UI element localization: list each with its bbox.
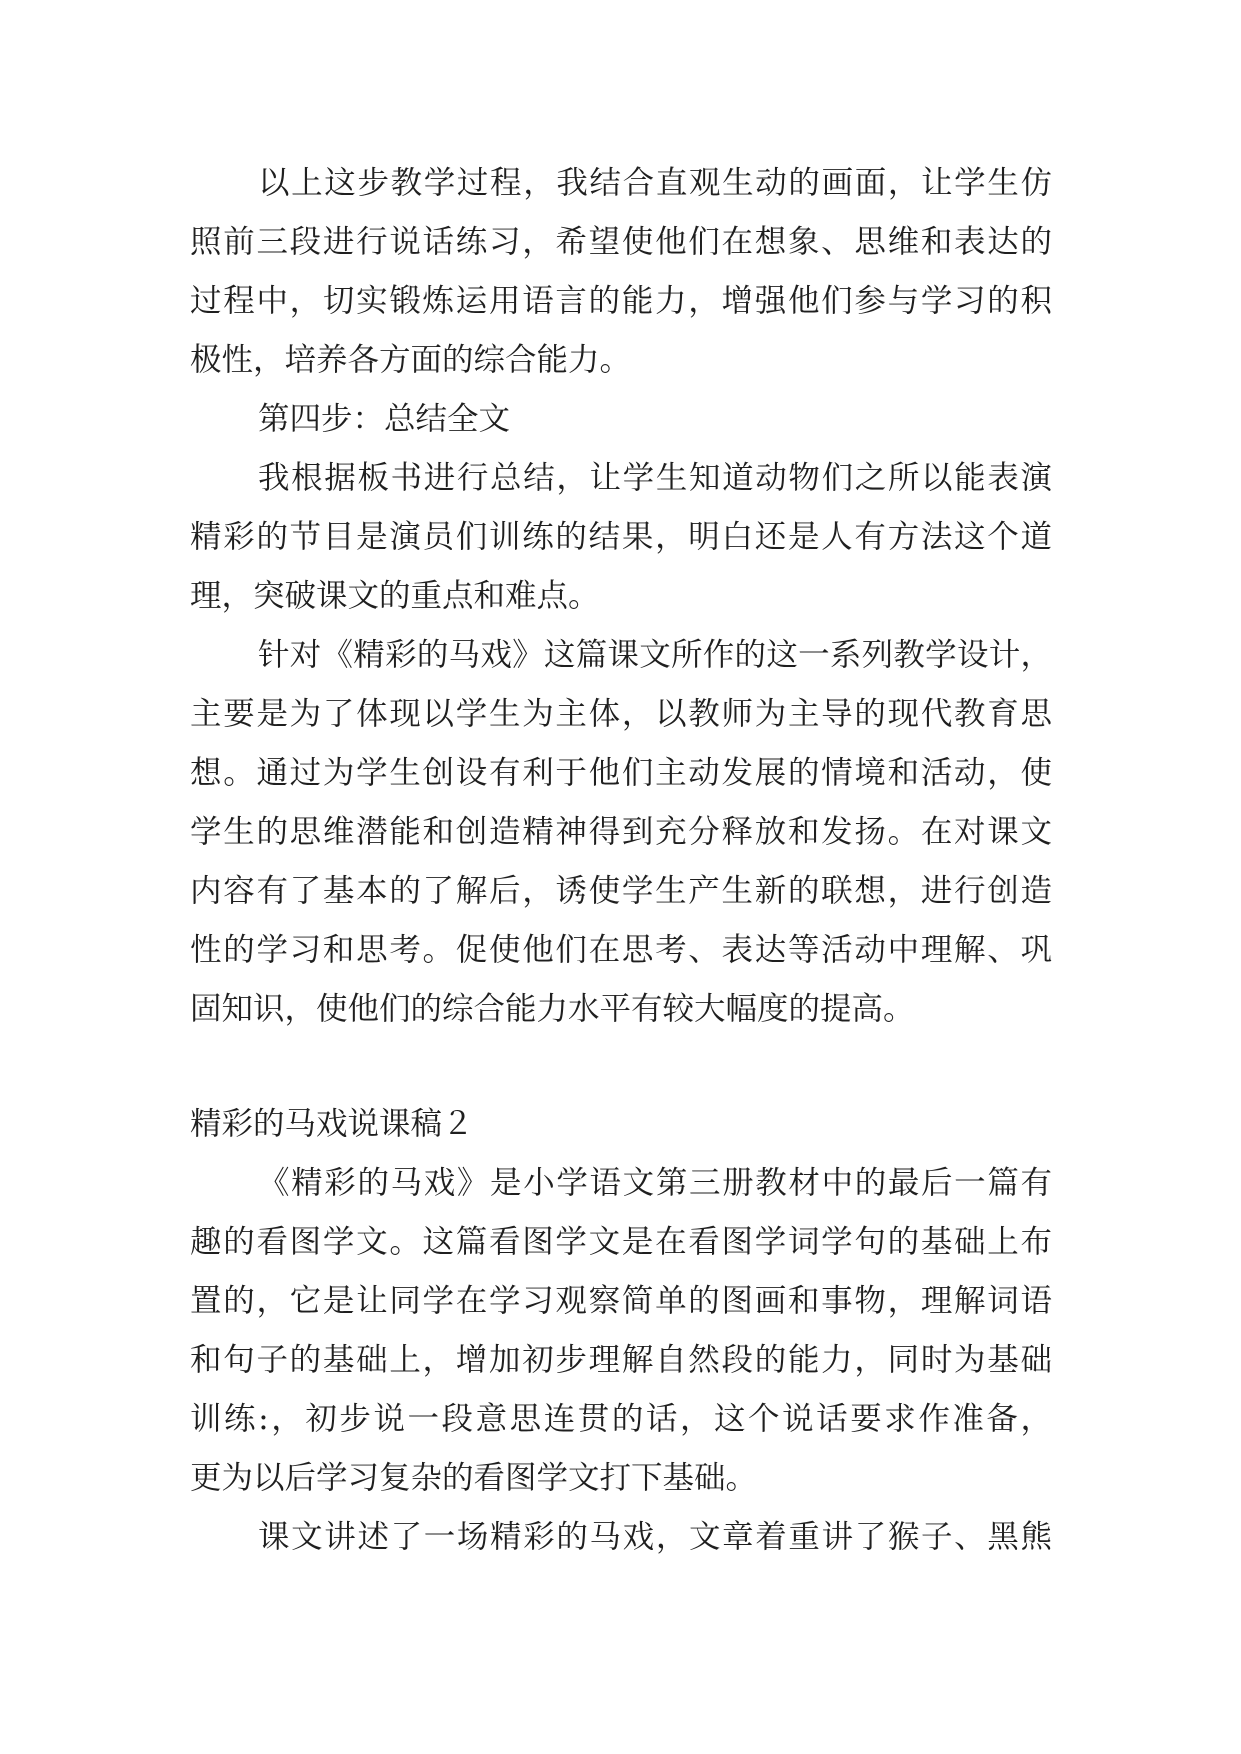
paragraph-line: 置的，它是让同学在学习观察简单的图画和事物，理解词语 xyxy=(190,1283,1052,1319)
paragraph-line: 精彩的节目是演员们训练的结果，明白还是人有方法这个道 xyxy=(190,519,1052,555)
paragraph-line: 照前三段进行说话练习，希望使他们在想象、思维和表达的 xyxy=(190,224,1052,260)
paragraph-line: 内容有了基本的了解后，诱使学生产生新的联想，进行创造 xyxy=(190,873,1052,909)
paragraph-line: 学生的思维潜能和创造精神得到充分释放和发扬。在对课文 xyxy=(190,814,1052,850)
paragraph-line: 训练:，初步说一段意思连贯的话，这个说话要求作准备， xyxy=(190,1401,1052,1437)
paragraph-line: 和句子的基础上，增加初步理解自然段的能力，同时为基础 xyxy=(190,1342,1052,1378)
paragraph-line: 想。通过为学生创设有利于他们主动发展的情境和活动，使 xyxy=(190,755,1052,791)
paragraph-line: 主要是为了体现以学生为主体，以教师为主导的现代教育思 xyxy=(190,696,1052,732)
paragraph-line: 过程中，切实锻炼运用语言的能力，增强他们参与学习的积 xyxy=(190,283,1052,319)
paragraph-line: 更为以后学习复杂的看图学文打下基础。 xyxy=(190,1460,758,1496)
paragraph-line: 我根据板书进行总结，让学生知道动物们之所以能表演 xyxy=(258,460,1052,496)
paragraph-line: 以上这步教学过程，我结合直观生动的画面，让学生仿 xyxy=(258,165,1052,201)
section-heading: 第四步：总结全文 xyxy=(258,401,511,437)
paragraph-line: 课文讲述了一场精彩的马戏，文章着重讲了猴子、黑熊 xyxy=(258,1519,1052,1555)
paragraph-line: 固知识，使他们的综合能力水平有较大幅度的提高。 xyxy=(190,991,915,1027)
paragraph-line: 趣的看图学文。这篇看图学文是在看图学词学句的基础上布 xyxy=(190,1224,1052,1260)
paragraph-line: 理，突破课文的重点和难点。 xyxy=(190,578,600,614)
section-title: 精彩的马戏说课稿２ xyxy=(190,1106,474,1142)
paragraph-line: 《精彩的马戏》是小学语文第三册教材中的最后一篇有 xyxy=(258,1165,1052,1201)
paragraph-line: 性的学习和思考。促使他们在思考、表达等活动中理解、巩 xyxy=(190,932,1052,968)
paragraph-line: 极性，培养各方面的综合能力。 xyxy=(190,342,632,378)
paragraph-line: 针对《精彩的马戏》这篇课文所作的这一系列教学设计， xyxy=(258,637,1052,673)
